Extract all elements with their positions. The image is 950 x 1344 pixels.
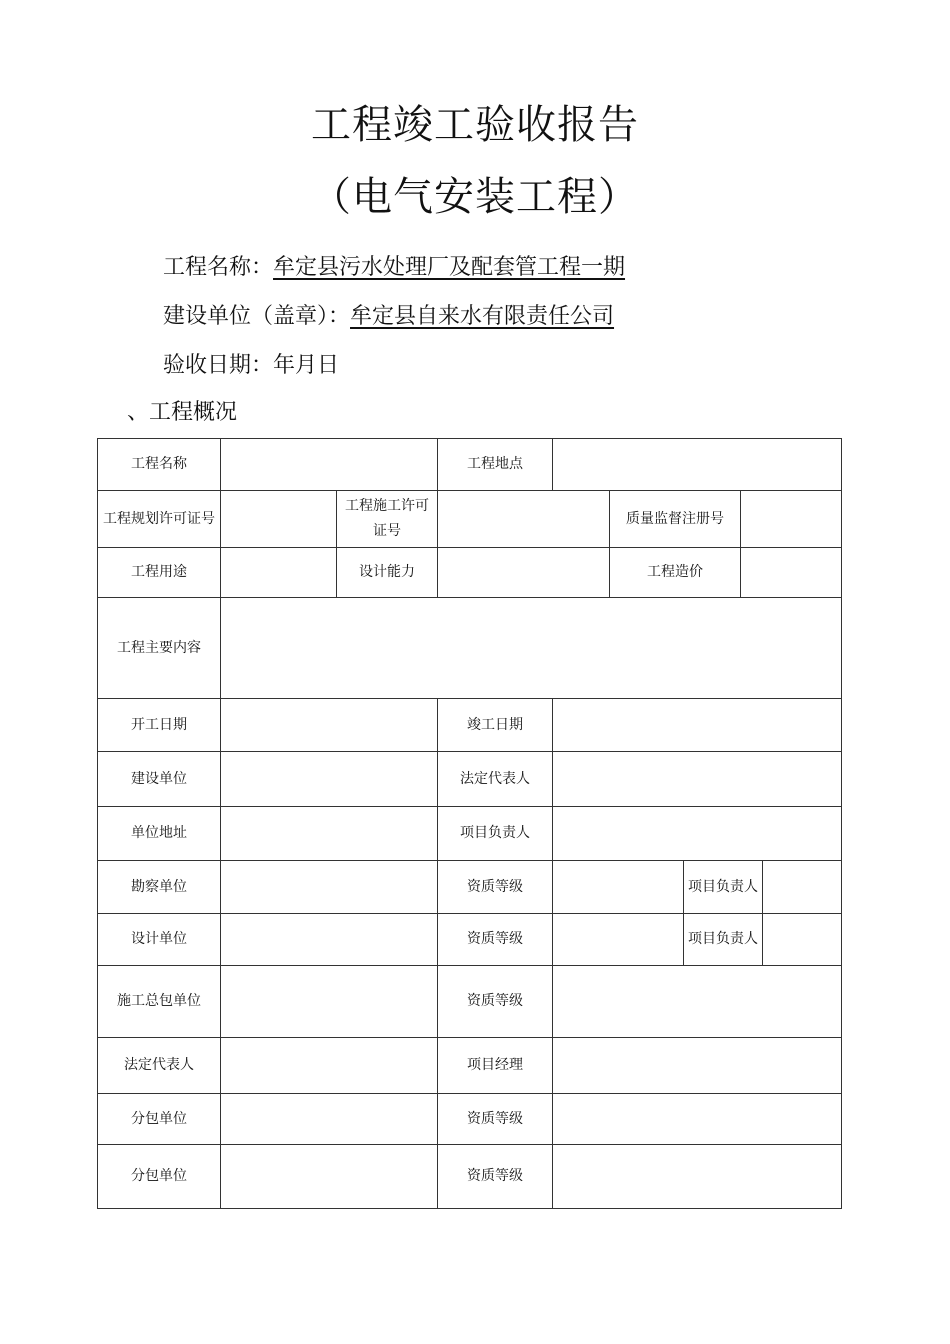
project-cost-header: 工程造价: [610, 548, 741, 598]
table-row: [98, 1145, 842, 1209]
table-row: [98, 699, 842, 752]
subcontractor-qualification-header: 资质等级: [438, 1094, 553, 1145]
contractor-legal-rep-header: 法定代表人: [98, 1038, 221, 1094]
subcontractor-qualification-header: 资质等级: [438, 1145, 553, 1209]
main-content-header: 工程主要内容: [98, 598, 221, 699]
project-leader-cell[interactable]: [553, 807, 842, 861]
design-qualification-header: 资质等级: [438, 914, 553, 966]
table-row: [98, 548, 842, 598]
design-qualification-cell[interactable]: [553, 914, 684, 966]
project-name-label: 工程名称：: [163, 255, 274, 280]
table-row: [98, 1038, 842, 1094]
acceptance-date-value: 年月日: [273, 353, 340, 378]
design-unit-header: 设计单位: [98, 914, 221, 966]
planning-permit-cell[interactable]: [221, 491, 337, 548]
project-name-value: 牟定县污水处理厂及配套管工程一期: [273, 255, 626, 280]
project-manager-header: 项目经理: [438, 1038, 553, 1094]
unit-address-cell[interactable]: [221, 807, 438, 861]
main-content-cell[interactable]: [221, 598, 842, 699]
table-row: [98, 491, 842, 548]
survey-leader-header: 项目负责人: [684, 861, 763, 914]
builder-line: [163, 302, 614, 332]
completion-date-cell[interactable]: [553, 699, 842, 752]
general-contractor-cell[interactable]: [221, 966, 438, 1038]
subcontractor-header: 分包单位: [98, 1145, 221, 1209]
project-cost-cell[interactable]: [741, 548, 842, 598]
section-title: 、工程概况: [127, 400, 238, 425]
builder-label: 建设单位（盖章）：: [163, 304, 351, 329]
table-row: [98, 807, 842, 861]
project-location-header: 工程地点: [438, 439, 553, 491]
start-date-cell[interactable]: [221, 699, 438, 752]
table-row: [98, 914, 842, 966]
quality-supervision-cell[interactable]: [741, 491, 842, 548]
contractor-legal-rep-cell[interactable]: [221, 1038, 438, 1094]
subcontractor-header: 分包单位: [98, 1094, 221, 1145]
contractor-qualification-cell[interactable]: [553, 966, 842, 1038]
acceptance-date-label: 验收日期：: [163, 353, 274, 378]
table-row: [98, 1094, 842, 1145]
project-use-cell[interactable]: [221, 548, 337, 598]
subcontractor-cell[interactable]: [221, 1145, 438, 1209]
subcontractor-qualification-cell[interactable]: [553, 1094, 842, 1145]
design-leader-header: 项目负责人: [684, 914, 763, 966]
construction-permit-cell[interactable]: [438, 491, 610, 548]
survey-unit-cell[interactable]: [221, 861, 438, 914]
table-row: [98, 966, 842, 1038]
design-capacity-cell[interactable]: [438, 548, 610, 598]
project-manager-cell[interactable]: [553, 1038, 842, 1094]
general-contractor-header: 施工总包单位: [98, 966, 221, 1038]
table-row: [98, 752, 842, 807]
survey-qualification-header: 资质等级: [438, 861, 553, 914]
planning-permit-header: 工程规划许可证号: [98, 491, 221, 548]
table-row: [98, 861, 842, 914]
builder-unit-header: 建设单位: [98, 752, 221, 807]
report-title: 工程竣工验收报告: [311, 102, 639, 148]
project-overview-table: [97, 438, 842, 1209]
survey-leader-cell[interactable]: [763, 861, 842, 914]
subcontractor-cell[interactable]: [221, 1094, 438, 1145]
construction-permit-header: 工程施工许可证号: [337, 491, 438, 548]
subcontractor-qualification-cell[interactable]: [553, 1145, 842, 1209]
acceptance-date-line: [163, 351, 339, 381]
contractor-qualification-header: 资质等级: [438, 966, 553, 1038]
unit-address-header: 单位地址: [98, 807, 221, 861]
project-name-cell[interactable]: [221, 439, 438, 491]
report-subtitle: （电气安装工程）: [311, 174, 639, 220]
legal-rep-header: 法定代表人: [438, 752, 553, 807]
completion-date-header: 竣工日期: [438, 699, 553, 752]
survey-qualification-cell[interactable]: [553, 861, 684, 914]
builder-unit-cell[interactable]: [221, 752, 438, 807]
survey-unit-header: 勘察单位: [98, 861, 221, 914]
project-leader-header: 项目负责人: [438, 807, 553, 861]
project-name-header: 工程名称: [98, 439, 221, 491]
project-name-line: [163, 253, 625, 283]
quality-supervision-header: 质量监督注册号: [610, 491, 741, 548]
start-date-header: 开工日期: [98, 699, 221, 752]
project-use-header: 工程用途: [98, 548, 221, 598]
legal-rep-cell[interactable]: [553, 752, 842, 807]
table-row: [98, 598, 842, 699]
design-leader-cell[interactable]: [763, 914, 842, 966]
design-unit-cell[interactable]: [221, 914, 438, 966]
project-location-cell[interactable]: [553, 439, 842, 491]
design-capacity-header: 设计能力: [337, 548, 438, 598]
table-row: [98, 439, 842, 491]
builder-value: 牟定县自来水有限责任公司: [350, 304, 615, 329]
